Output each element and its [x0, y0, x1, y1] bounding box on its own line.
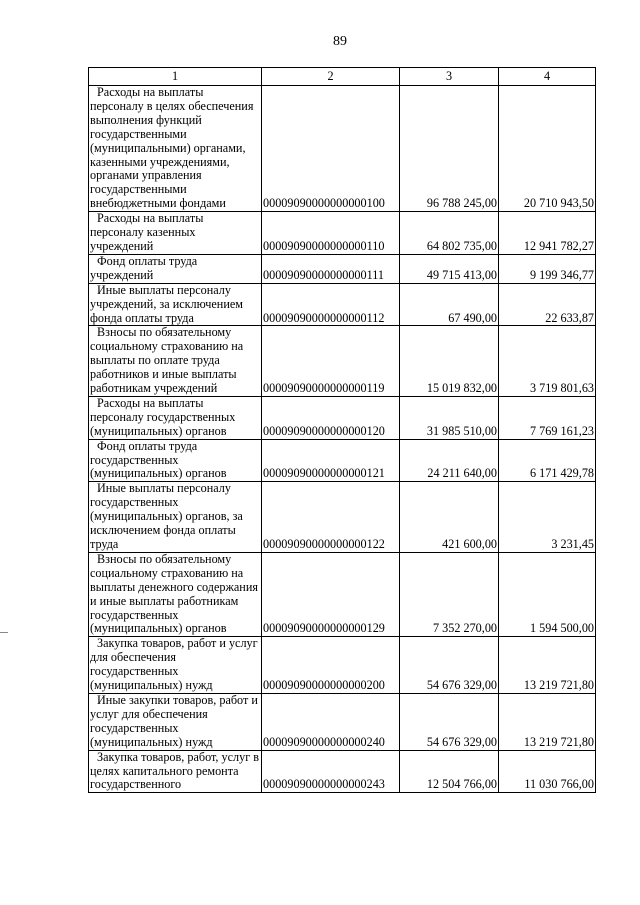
row-code: 00009090000000000121: [262, 439, 400, 482]
row-code: 00009090000000000112: [262, 283, 400, 326]
row-value-2: 6 171 429,78: [499, 439, 596, 482]
row-description-text: Расходы на выплаты персоналу казенных учреждений: [90, 211, 204, 253]
header-col-3: 3: [400, 68, 499, 86]
table-row: [89, 439, 596, 482]
row-description: [89, 396, 262, 439]
row-value-2: 3 231,45: [499, 482, 596, 553]
table-row: [89, 254, 596, 283]
row-description: [89, 283, 262, 326]
row-description-text: Иные выплаты персоналу учреждений, за исключением фонда оплаты труда: [90, 283, 243, 325]
row-description-text: Иные закупки товаров, работ и услуг для обеспечения государственных (муниципальных) нужд: [90, 693, 258, 749]
page-number: 89: [333, 34, 347, 49]
table-row: [89, 86, 596, 212]
row-value-1: 54 676 329,00: [400, 693, 499, 750]
header-col-2: 2: [262, 68, 400, 86]
row-value-2: 9 199 346,77: [499, 254, 596, 283]
row-description: [89, 482, 262, 553]
row-value-1: 7 352 270,00: [400, 552, 499, 636]
row-description: [89, 212, 262, 255]
row-value-1: 24 211 640,00: [400, 439, 499, 482]
table-row: [89, 482, 596, 553]
row-value-2: 22 633,87: [499, 283, 596, 326]
row-description-text: Закупка товаров, работ, услуг в целях капитального ремонта государственного: [90, 750, 259, 792]
header-col-1: 1: [89, 68, 262, 86]
row-value-2: 1 594 500,00: [499, 552, 596, 636]
row-code: 00009090000000000110: [262, 212, 400, 255]
row-description-text: Закупка товаров, работ и услуг для обеспечения государственных (муниципальных) нужд: [90, 636, 258, 693]
row-value-1: 67 490,00: [400, 283, 499, 326]
row-description-text: Фонд оплаты труда учреждений: [90, 254, 198, 282]
table-header-row: [89, 68, 596, 86]
row-value-2: 12 941 782,27: [499, 212, 596, 255]
row-description-text: Взносы по обязательному социальному страхованию на выплаты по оплате труда работников и иные выплаты работникам учреждений: [90, 325, 244, 396]
margin-mark: [0, 632, 8, 633]
budget-table: [88, 67, 596, 793]
table-row: [89, 212, 596, 255]
row-description: [89, 552, 262, 636]
row-description: [89, 439, 262, 482]
row-description: [89, 254, 262, 283]
row-code: 00009090000000000120: [262, 396, 400, 439]
table-row: [89, 326, 596, 397]
table-row: [89, 750, 596, 793]
row-code: 00009090000000000243: [262, 750, 400, 793]
row-code: 00009090000000000240: [262, 693, 400, 750]
row-value-1: 12 504 766,00: [400, 750, 499, 793]
row-code: 00009090000000000200: [262, 637, 400, 694]
table-row: [89, 637, 596, 694]
row-description-text: Расходы на выплаты персоналу в целях обеспечения выполнения функций государственными (муниципальными) органами, казенными учреждениями, органами управления государственными внебюджетными фондами: [90, 85, 254, 211]
row-code: 00009090000000000119: [262, 326, 400, 397]
row-description: [89, 326, 262, 397]
row-value-2: 11 030 766,00: [499, 750, 596, 793]
row-description-text: Фонд оплаты труда государственных (муниципальных) органов: [90, 439, 227, 481]
row-value-1: 64 802 735,00: [400, 212, 499, 255]
row-value-2: 13 219 721,80: [499, 637, 596, 694]
row-value-1: 421 600,00: [400, 482, 499, 553]
row-description: [89, 750, 262, 793]
table-row: [89, 693, 596, 750]
row-description: [89, 86, 262, 212]
row-value-2: 7 769 161,23: [499, 396, 596, 439]
row-code: 00009090000000000122: [262, 482, 400, 553]
row-description-text: Расходы на выплаты персоналу государственных (муниципальных) органов: [90, 396, 236, 438]
header-col-4: 4: [499, 68, 596, 86]
table-row: [89, 283, 596, 326]
row-value-1: 54 676 329,00: [400, 637, 499, 694]
row-description: [89, 637, 262, 694]
row-code: 00009090000000000111: [262, 254, 400, 283]
row-code: 00009090000000000100: [262, 86, 400, 212]
row-description-text: Взносы по обязательному социальному страхованию на выплаты денежного содержания и иные выплаты работникам государственных (муниципальных) органов: [90, 552, 258, 636]
row-description-text: Иные выплаты персоналу государственных (муниципальных) органов, за исключением фонда оплаты труда: [90, 481, 243, 551]
row-value-2: 13 219 721,80: [499, 693, 596, 750]
row-value-2: 20 710 943,50: [499, 86, 596, 212]
row-description: [89, 693, 262, 750]
row-value-2: 3 719 801,63: [499, 326, 596, 397]
row-value-1: 96 788 245,00: [400, 86, 499, 212]
row-value-1: 31 985 510,00: [400, 396, 499, 439]
table-row: [89, 552, 596, 636]
table-row: [89, 396, 596, 439]
row-value-1: 15 019 832,00: [400, 326, 499, 397]
row-value-1: 49 715 413,00: [400, 254, 499, 283]
row-code: 00009090000000000129: [262, 552, 400, 636]
